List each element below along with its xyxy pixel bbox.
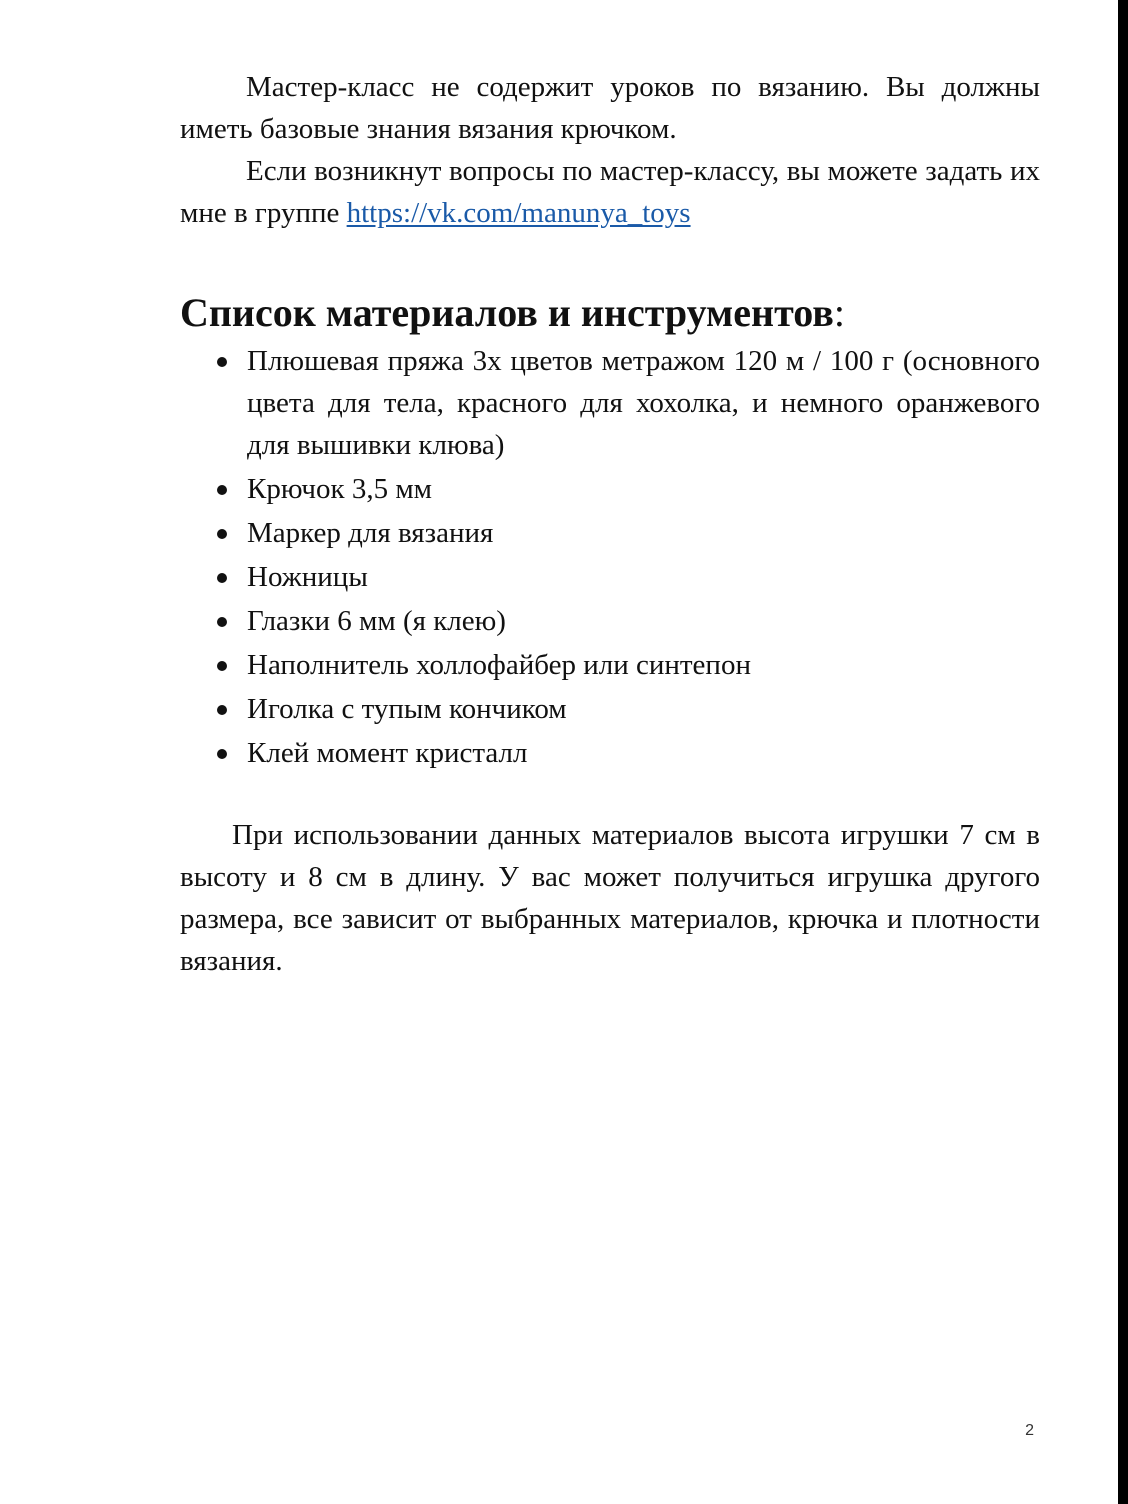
list-item-text: Ножницы [247, 561, 368, 593]
intro-paragraph: Мастер-класс не содержит уроков по вязанию. Вы должны иметь базовые знания вязания крючком. [180, 71, 1040, 145]
list-item-text: Глазки 6 мм (я клею) [247, 605, 506, 637]
materials-list [180, 340, 1040, 774]
contact-paragraph [180, 150, 1040, 234]
list-item-text: Клей момент кристалл [247, 737, 528, 769]
contact-text: Если возникнут вопросы по мастер-классу, вы можете задать их мне в группе [180, 155, 1040, 229]
bullet-icon [217, 661, 227, 671]
bullet-icon [217, 705, 227, 715]
list-item-text: Плюшевая пряжа 3х цветов метражом 120 м / 100 г (основного цвета для тела, красного для хохолка, и немного оранжевого для вышивки клюва) [247, 345, 1040, 461]
bullet-icon [217, 617, 227, 627]
materials-heading-text: Список материалов и инструментов [180, 290, 834, 335]
bullet-icon [217, 529, 227, 539]
list-item [180, 468, 1040, 510]
list-item-text: Наполнитель холлофайбер или синтепон [247, 649, 751, 681]
usage-note-paragraph: При использовании данных материалов высота игрушки 7 см в высоту и 8 см в длину. У вас может получиться игрушка другого размера, все зависит от выбранных материалов, крючка и плотности вязания. [180, 819, 1040, 977]
page-content [180, 66, 1040, 982]
list-item [180, 644, 1040, 686]
list-item-text: Крючок 3,5 мм [247, 473, 433, 505]
bullet-icon [217, 485, 227, 495]
list-item [180, 556, 1040, 598]
list-item [180, 732, 1040, 774]
list-item [180, 340, 1040, 466]
page-number: 2 [1025, 1422, 1034, 1439]
bullet-icon [217, 573, 227, 583]
list-item [180, 600, 1040, 642]
list-item [180, 512, 1040, 554]
materials-heading [180, 288, 1040, 338]
bullet-icon [217, 357, 227, 367]
group-link[interactable]: https://vk.com/manunya_toys [346, 197, 691, 229]
bullet-icon [217, 749, 227, 759]
list-item-text: Маркер для вязания [247, 517, 494, 549]
list-item-text: Иголка с тупым кончиком [247, 693, 567, 725]
materials-heading-colon: : [833, 290, 845, 335]
list-item [180, 688, 1040, 730]
